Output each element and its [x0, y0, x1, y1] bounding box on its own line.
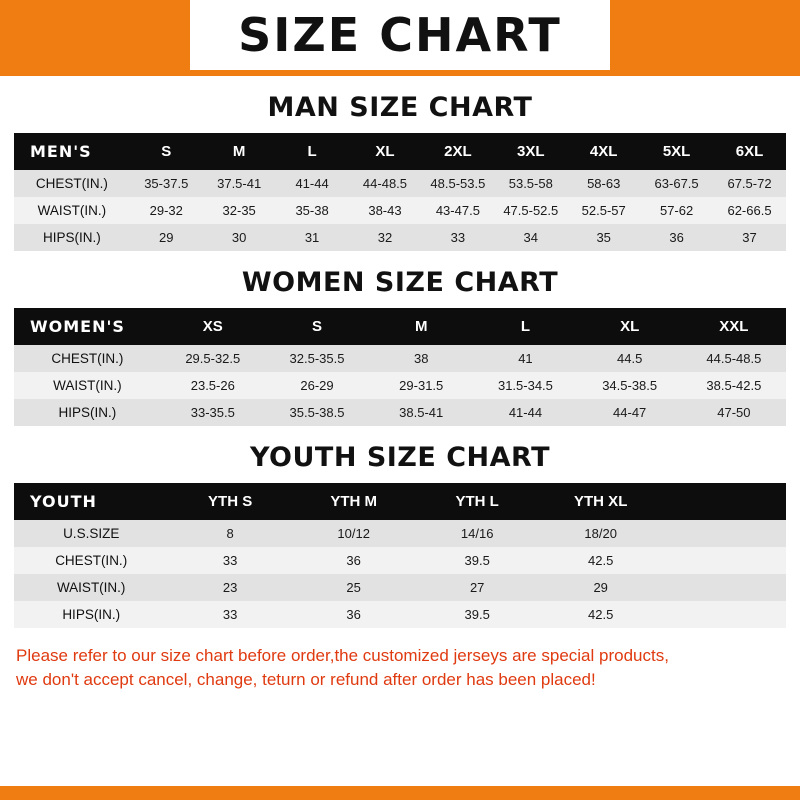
- banner-underline: [0, 70, 800, 76]
- footer-note-line-2: we don't accept cancel, change, teturn or refund after order has been placed!: [16, 670, 596, 689]
- women-r2-c3: 41-44: [508, 405, 543, 420]
- men-col-5: 3XL: [494, 133, 567, 170]
- women-size-table: [14, 308, 786, 426]
- men-r2-c3: 32: [377, 230, 393, 245]
- table-row: [14, 345, 786, 372]
- men-col-7: 5XL: [640, 133, 713, 170]
- men-r0-c6: 58-63: [587, 176, 621, 191]
- youth-r3-c1: 36: [346, 607, 361, 622]
- women-r0-c1: 32.5-35.5: [289, 351, 345, 366]
- men-col-4: 2XL: [421, 133, 494, 170]
- women-r2-c4: 44-47: [613, 405, 647, 420]
- section-men: [0, 92, 800, 251]
- men-col-3: XL: [349, 133, 422, 170]
- footer-note-line-1: Please refer to our size chart before order,the customized jerseys are special products,: [16, 646, 669, 665]
- section-women: [0, 267, 800, 426]
- youth-r1-c1: 36: [346, 553, 361, 568]
- youth-row-1-label: CHEST(IN.): [55, 553, 128, 568]
- women-r1-c2: 29-31.5: [399, 378, 444, 393]
- women-r1-c1: 26-29: [300, 378, 334, 393]
- section-title-women: WOMEN SIZE CHART: [241, 267, 559, 298]
- men-col-8: 6XL: [713, 133, 786, 170]
- youth-r0-c1: 10/12: [337, 526, 370, 541]
- youth-r2-c0: 23: [222, 580, 238, 595]
- women-r1-c0: 23.5-26: [190, 378, 235, 393]
- youth-r3-c0: 33: [222, 607, 238, 622]
- men-r1-c1: 32-35: [222, 203, 256, 218]
- youth-col-2: YTH L: [415, 483, 539, 520]
- women-r0-c0: 29.5-32.5: [185, 351, 241, 366]
- men-r2-c2: 31: [304, 230, 320, 245]
- men-r0-c0: 35-37.5: [144, 176, 189, 191]
- men-r0-c4: 48.5-53.5: [430, 176, 486, 191]
- table-row: [14, 224, 786, 251]
- youth-row-2-label: WAIST(IN.): [56, 580, 126, 595]
- men-r1-c0: 29-32: [149, 203, 183, 218]
- youth-r1-c2: 39.5: [464, 553, 490, 568]
- women-r1-c5: 38.5-42.5: [706, 378, 762, 393]
- footer-accent-bar: [0, 786, 800, 800]
- men-r0-c3: 44-48.5: [362, 176, 408, 191]
- women-r2-c0: 33-35.5: [190, 405, 235, 420]
- men-r1-c5: 47.5-52.5: [503, 203, 559, 218]
- men-r0-c1: 37.5-41: [217, 176, 262, 191]
- men-r0-c5: 53.5-58: [508, 176, 553, 191]
- men-r1-c8: 62-66.5: [727, 203, 772, 218]
- table-header-row: [14, 133, 786, 170]
- men-r2-c4: 33: [450, 230, 466, 245]
- women-r0-c2: 38: [413, 351, 429, 366]
- men-r2-c7: 36: [669, 230, 684, 245]
- men-r0-c8: 67.5-72: [727, 176, 772, 191]
- women-r0-c5: 44.5-48.5: [706, 351, 762, 366]
- table-header-row: [14, 308, 786, 345]
- footer-note: [0, 644, 800, 692]
- women-row-2-label: HIPS(IN.): [58, 405, 117, 420]
- youth-col-3: YTH XL: [539, 483, 663, 520]
- youth-r0-c0: 8: [226, 526, 234, 541]
- women-row-1-label: WAIST(IN.): [53, 378, 122, 393]
- women-r2-c5: 47-50: [717, 405, 751, 420]
- women-row-0-label: CHEST(IN.): [51, 351, 124, 366]
- table-row: [14, 372, 786, 399]
- table-row: [14, 601, 786, 628]
- youth-header-label: YOUTH: [14, 483, 168, 520]
- youth-r3-c3: 42.5: [588, 607, 614, 622]
- women-col-0: XS: [161, 308, 265, 345]
- women-r1-c4: 34.5-38.5: [602, 378, 658, 393]
- men-col-2: L: [276, 133, 349, 170]
- women-r2-c2: 38.5-41: [399, 405, 444, 420]
- men-row-0-label: CHEST(IN.): [35, 176, 108, 191]
- women-col-2: M: [369, 308, 473, 345]
- youth-col-0: YTH S: [168, 483, 292, 520]
- youth-col-1: YTH M: [292, 483, 416, 520]
- women-col-3: L: [473, 308, 577, 345]
- table-row: [14, 170, 786, 197]
- women-r0-c4: 44.5: [617, 351, 643, 366]
- women-col-1: S: [265, 308, 369, 345]
- men-r1-c2: 35-38: [295, 203, 329, 218]
- table-row: [14, 197, 786, 224]
- youth-r2-c1: 25: [346, 580, 361, 595]
- youth-r0-c3: 18/20: [584, 526, 617, 541]
- page-title: SIZE CHART: [238, 8, 562, 62]
- men-row-2-label: HIPS(IN.): [43, 230, 101, 245]
- youth-r3-c4: [662, 601, 786, 628]
- men-r2-c6: 35: [596, 230, 611, 245]
- section-title-men: MAN SIZE CHART: [267, 92, 533, 123]
- youth-r1-c3: 42.5: [588, 553, 614, 568]
- men-size-table: [14, 133, 786, 251]
- men-r2-c8: 37: [742, 230, 757, 245]
- men-r2-c5: 34: [523, 230, 539, 245]
- youth-r2-c2: 27: [469, 580, 485, 595]
- women-r2-c1: 35.5-38.5: [289, 405, 345, 420]
- table-header-row: [14, 483, 786, 520]
- men-r1-c7: 57-62: [659, 203, 694, 218]
- men-col-1: M: [203, 133, 276, 170]
- youth-r0-c4: [662, 520, 786, 547]
- women-header-label: WOMEN'S: [14, 308, 161, 345]
- men-r1-c3: 38-43: [368, 203, 402, 218]
- men-header-label: MEN'S: [14, 133, 130, 170]
- youth-col-4: [662, 483, 786, 520]
- youth-r2-c4: [662, 574, 786, 601]
- women-col-5: XXL: [682, 308, 786, 345]
- men-col-0: S: [130, 133, 203, 170]
- youth-r1-c0: 33: [222, 553, 238, 568]
- youth-row-0-label: U.S.SIZE: [63, 526, 120, 541]
- table-row: [14, 399, 786, 426]
- youth-r0-c2: 14/16: [460, 526, 494, 541]
- men-col-6: 4XL: [567, 133, 640, 170]
- youth-r2-c3: 29: [593, 580, 608, 595]
- section-youth: [0, 442, 800, 628]
- men-r0-c7: 63-67.5: [654, 176, 699, 191]
- men-r2-c1: 30: [231, 230, 247, 245]
- men-r2-c0: 29: [159, 230, 174, 245]
- men-r1-c6: 52.5-57: [581, 203, 626, 218]
- men-r1-c4: 43-47.5: [435, 203, 480, 218]
- youth-r1-c4: [662, 547, 786, 574]
- youth-row-3-label: HIPS(IN.): [62, 607, 121, 622]
- table-row: [14, 574, 786, 601]
- men-row-1-label: WAIST(IN.): [37, 203, 107, 218]
- women-r0-c3: 41: [518, 351, 533, 366]
- women-r1-c3: 31.5-34.5: [497, 378, 553, 393]
- section-title-youth: YOUTH SIZE CHART: [249, 442, 551, 473]
- table-row: [14, 547, 786, 574]
- header-banner: [0, 0, 800, 70]
- table-row: [14, 520, 786, 547]
- men-r0-c2: 41-44: [295, 176, 329, 191]
- youth-r3-c2: 39.5: [464, 607, 490, 622]
- youth-size-table: [14, 483, 786, 628]
- women-col-4: XL: [578, 308, 682, 345]
